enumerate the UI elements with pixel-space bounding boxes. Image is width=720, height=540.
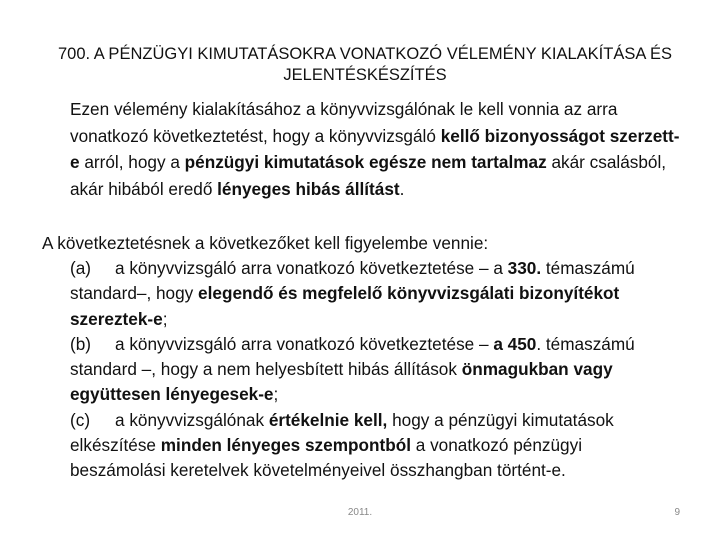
title-line-1: 700. A PÉNZÜGYI KIMUTATÁSOKRA VONATKOZÓ VÉLEMÉNY KIALAKÍTÁSA ÉS (57, 45, 673, 63)
item-text: témaszámú standard–, hogy (70, 258, 635, 304)
intro-text-4: . (399, 178, 405, 199)
item-text: a könyvvizsgáló arra vonatkozó következtetése – a (115, 258, 508, 278)
item-marker: (b) (70, 333, 92, 354)
list-item-b (70, 332, 682, 408)
item-text: ; (273, 384, 279, 405)
intro-text-2: arról, hogy a (79, 152, 185, 172)
item-bold: önmagukban vagy együttesen lényegesek-e (70, 359, 613, 405)
item-bold: elegendő és megfelelő könyvvizsgálati bizonyítékot szereztek-e (70, 283, 620, 329)
slide-title (40, 44, 690, 86)
list-item-c (70, 408, 682, 484)
item-text: hogy a pénzügyi kimutatások elkészítése (70, 409, 614, 456)
intro-paragraph (70, 96, 680, 202)
intro-text-1: Ezen vélemény kialakításához a könyvvizsgálónak le kell vonnia az arra vonatkozó következtetést, hogy a könyvvizsgáló (70, 99, 618, 146)
item-text: a könyvvizsgálónak (115, 409, 269, 430)
page-number: 9 (674, 507, 680, 518)
list-item-a (70, 256, 682, 332)
item-bold: 330. (507, 258, 542, 278)
item-text: a vonatkozó pénzügyi beszámolási keretelvek követelményeivel összhangban történt-e. (70, 435, 583, 481)
item-text: . témaszámú standard –, hogy a nem helyesbített hibás állítások (70, 333, 635, 380)
item-bold: minden lényeges szempontból (160, 435, 411, 456)
intro-bold-3: lényeges hibás állítást (217, 178, 400, 199)
lead-sentence: A következtetésnek a következőket kell figyelembe vennie: (42, 233, 489, 253)
intro-bold-2: pénzügyi kimutatások egésze nem tartalmaz (184, 152, 547, 172)
item-bold: értékelnie kell, (268, 409, 388, 430)
item-marker: (c) (70, 409, 91, 430)
item-marker: (a) (70, 258, 92, 278)
intro-text-3: akár csalásból, akár hibából eredő (70, 152, 667, 199)
title-line-2: JELENTÉSKÉSZÍTÉS (283, 66, 447, 84)
item-text: a könyvvizsgáló arra vonatkozó következtetése – (115, 333, 494, 354)
item-text: ; (162, 308, 168, 329)
criteria-list (70, 256, 682, 484)
item-bold: a 450 (493, 333, 537, 354)
footer-date: 2011. (347, 507, 373, 518)
intro-bold-1: kellő bizonyosságot szerzett-e (70, 125, 680, 172)
